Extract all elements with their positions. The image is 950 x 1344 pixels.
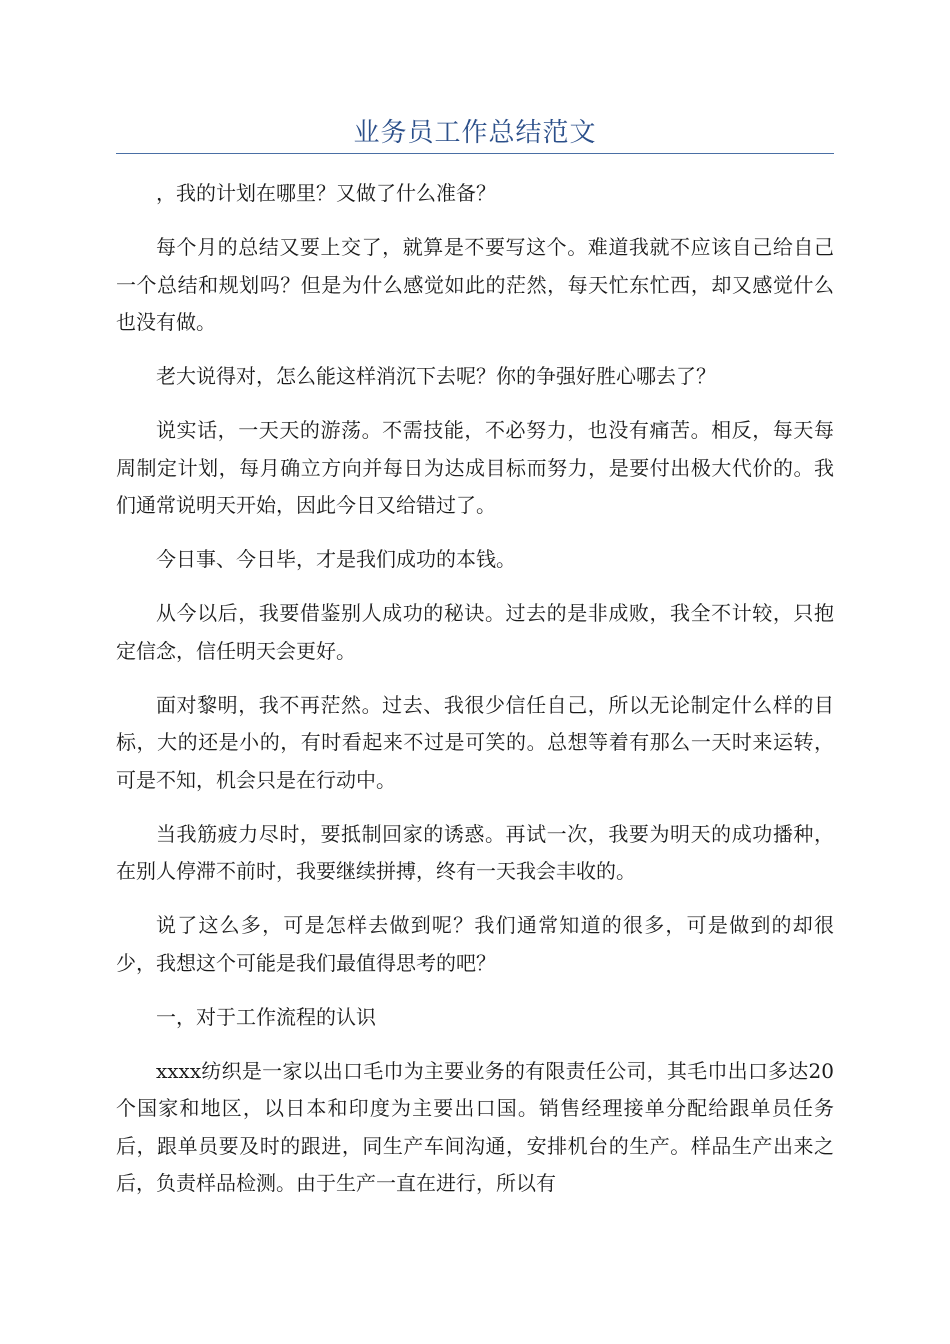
- document-title: 业务员工作总结范文: [353, 118, 597, 148]
- paragraph: ，我的计划在哪里？又做了什么准备？: [156, 181, 496, 205]
- document-body: [116, 175, 834, 1219]
- paragraph: 说了这么多，可是怎样去做到呢？我们通常知道的很多，可是做到的却很少，我想这个可能是我们最值得思考的吧？: [116, 913, 834, 975]
- section-heading: 一，对于工作流程的认识: [156, 1004, 376, 1029]
- paragraph: 今日事、今日毕，才是我们成功的本钱。: [156, 547, 516, 571]
- title-underline: [116, 153, 834, 154]
- paragraph: 当我筋疲力尽时，要抵制回家的诱惑。再试一次，我要为明天的成功播种，在别人停滞不前时，我要继续拼搏，终有一天我会丰收的。: [116, 821, 834, 883]
- paragraph: 老大说得对，怎么能这样消沉下去呢？你的争强好胜心哪去了？: [156, 364, 716, 388]
- paragraph: 说实话，一天天的游荡。不需技能，不必努力，也没有痛苦。相反，每天每周制定计划，每月确立方向并每日为达成目标而努力，是要付出极大代价的。我们通常说明天开始，因此今日又给错过了。: [116, 418, 834, 517]
- paragraph: 面对黎明，我不再茫然。过去、我很少信任自己，所以无论制定什么样的目标，大的还是小的，有时看起来不过是可笑的。总想等着有那么一天时来运转，可是不知，机会只是在行动中。: [116, 692, 834, 792]
- paragraph: xxxx纺织是一家以出口毛巾为主要业务的有限责任公司，其毛巾出口多达20个国家和地区，以日本和印度为主要出口国。销售经理接单分配给跟单员任务后，跟单员要及时的跟进，同生产车间沟通，安排机台的生产。样品生产出来之后，负责样品检测。由于生产一直在进行，所以有: [116, 1058, 834, 1195]
- paragraph: 每个月的总结又要上交了，就算是不要写这个。难道我就不应该自己给自己一个总结和规划吗？但是为什么感觉如此的茫然，每天忙东忙西，却又感觉什么也没有做。: [116, 235, 834, 334]
- paragraph: 从今以后，我要借鉴别人成功的秘诀。过去的是非成败，我全不计较，只抱定信念，信任明天会更好。: [116, 601, 834, 663]
